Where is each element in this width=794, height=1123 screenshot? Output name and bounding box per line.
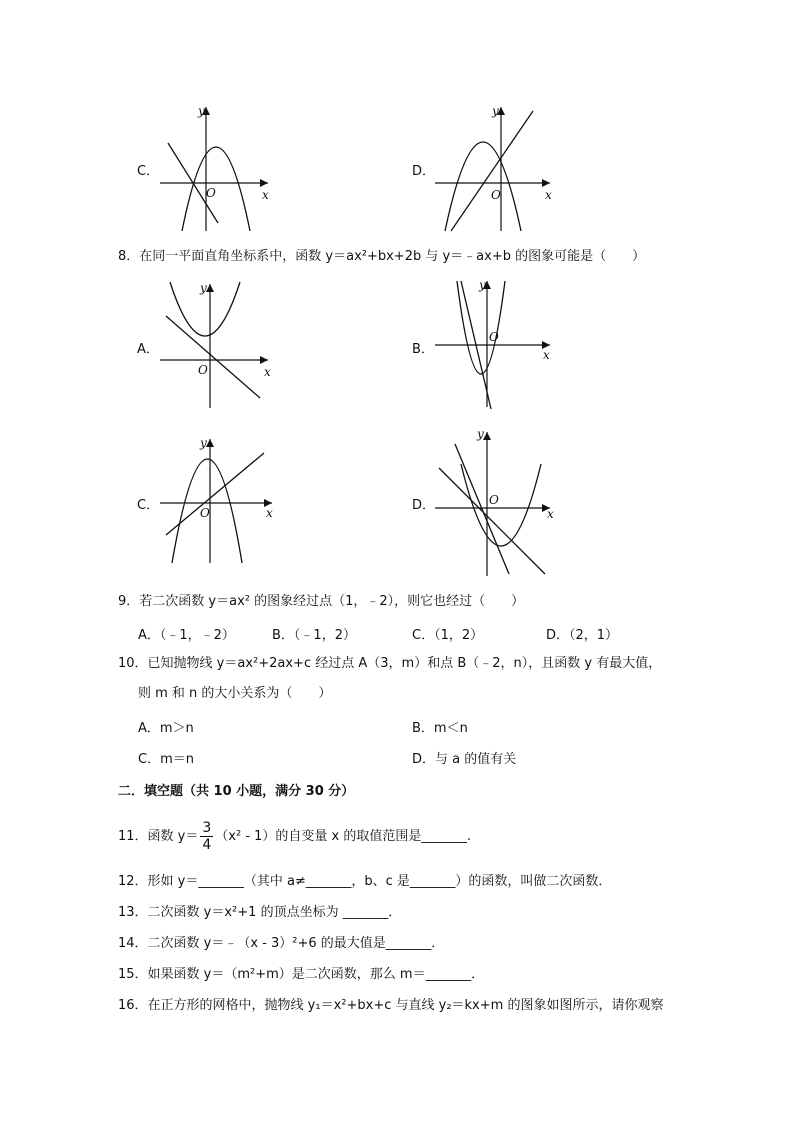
q14-text: 14．二次函数 y＝﹣（x - 3）²+6 的最大值是_______． [118, 936, 445, 951]
origin-label: O [491, 188, 501, 202]
axis-x-label: x [264, 365, 271, 379]
q9-text: 9．若二次函数 y＝ax² 的图象经过点（1，﹣2），则它也经过（ ） [118, 594, 525, 609]
axis-y-label: y [198, 104, 205, 118]
axis-x-label: x [547, 507, 554, 521]
axis-y-label: y [492, 104, 499, 118]
axis-x-label: x [266, 506, 273, 520]
q7-option-c-label: C． [137, 164, 160, 179]
q9-option-c: C．（1，2） [412, 628, 484, 643]
axis-x-label: x [262, 188, 269, 202]
q10-option-a: A．m＞n [138, 721, 194, 736]
q8-graph-b [435, 277, 560, 410]
q8-option-c-label: C． [137, 498, 160, 513]
q10-option-c: C．m＝n [138, 752, 194, 767]
q9-option-b: B．（﹣1，2） [272, 628, 356, 643]
q8-option-d-label: D． [412, 498, 436, 513]
axis-x-label: x [543, 348, 550, 362]
axis-y-label: y [479, 278, 486, 292]
origin-label: O [198, 363, 208, 377]
q8-option-b-label: B． [412, 342, 434, 357]
q16-text: 16．在正方形的网格中，抛物线 y₁＝x²+bx+c 与直线 y₂＝kx+m 的图象如图所示，请你观察 [118, 998, 664, 1013]
q10-line2: 则 m 和 n 的大小关系为（ ） [138, 686, 332, 701]
q9-option-a: A．（﹣1，﹣2） [138, 628, 235, 643]
q11-suffix: （x² - 1）的自变量 x 的取值范围是_______. [215, 829, 472, 844]
origin-label: O [200, 506, 210, 520]
origin-label: O [206, 186, 216, 200]
q15-text: 15．如果函数 y＝（m²+m）是二次函数，那么 m＝_______． [118, 967, 485, 982]
q7-graph-c [160, 103, 280, 233]
axis-x-label: x [545, 188, 552, 202]
q10-option-d: D．与 a 的值有关 [412, 752, 517, 767]
axis-y-label: y [477, 427, 484, 441]
q11-frac-numerator: 3 [202, 820, 212, 836]
axis-y-label: y [200, 281, 207, 295]
q8-graph-a [160, 280, 280, 410]
q8-graph-d [435, 428, 560, 578]
q10-line1: 10．已知抛物线 y＝ax²+2ax+c 经过点 A（3，m）和点 B（﹣2，n），且函数 y 有最大值， [118, 656, 662, 671]
q7-option-d-label: D． [412, 164, 436, 179]
q11-fraction [200, 820, 213, 853]
q12-text: 12．形如 y＝_______（其中 a≠_______，b、c 是_______）的函数，叫做二次函数． [118, 874, 612, 889]
q8-option-a-label: A． [137, 342, 159, 357]
q8-text: 8．在同一平面直角坐标系中，函数 y＝ax²+bx+2b 与 y＝﹣ax+b 的图象可能是（ ） [118, 249, 646, 264]
q11-text [118, 820, 471, 853]
q9-option-d: D．（2，1） [546, 628, 619, 643]
q11-frac-denominator: 4 [202, 837, 212, 853]
q11-prefix: 11．函数 y＝ [118, 829, 199, 844]
q7-graph-d [435, 103, 560, 233]
axis-y-label: y [200, 436, 207, 450]
q10-option-b: B．m＜n [412, 721, 468, 736]
q8-graph-c [160, 435, 285, 565]
origin-label: O [489, 330, 499, 344]
q13-text: 13．二次函数 y＝x²+1 的顶点坐标为 _______． [118, 905, 402, 920]
origin-label: O [489, 493, 499, 507]
section2-title: 二．填空题（共 10 小题，满分 30 分） [118, 784, 355, 799]
